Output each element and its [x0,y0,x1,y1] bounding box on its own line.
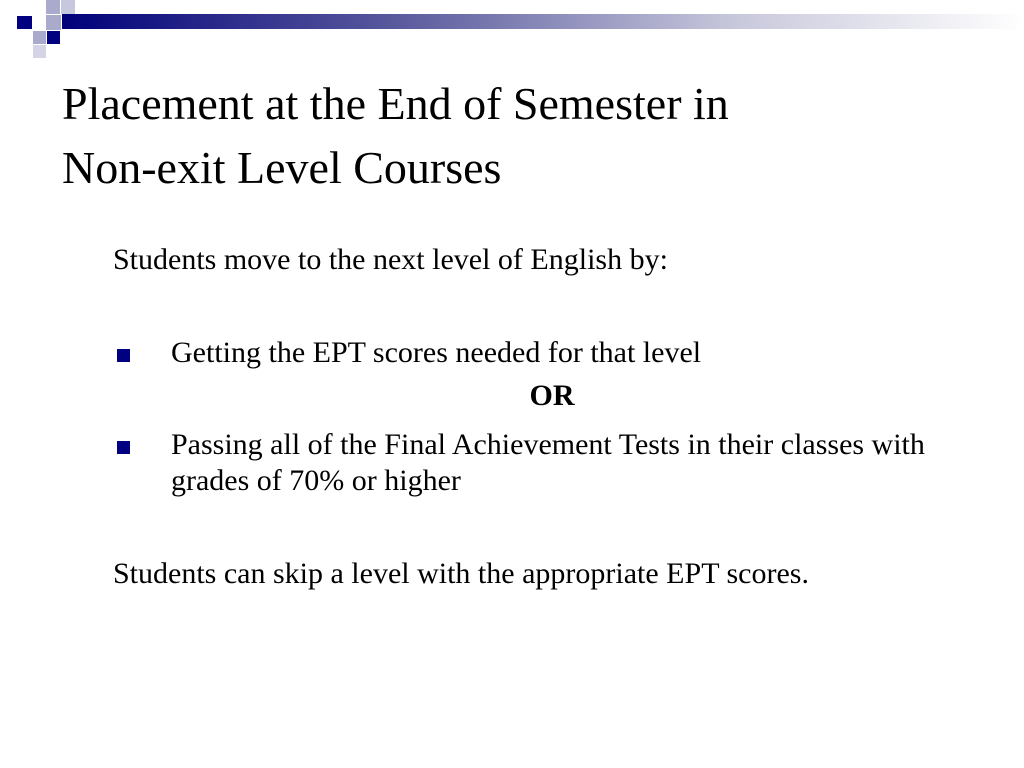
header-decoration [0,0,1024,60]
slide-title-line-1: Placement at the End of Semester in [62,78,729,129]
deco-square-icon [33,45,46,58]
intro-text: Students move to the next level of English by: [113,243,668,276]
bullet-text: Getting the EPT scores needed for that level [171,336,702,369]
deco-square-icon [33,31,46,44]
deco-square-icon [61,0,75,14]
slide-title-line-2: Non-exit Level Courses [62,142,502,193]
deco-square-icon [46,0,60,14]
deco-square-icon [17,16,32,29]
header-gradient-bar [62,14,1024,29]
deco-square-icon [47,31,60,44]
bullet-text: Passing all of the Final Achievement Tests in their classes with grades of 70% or higher [171,428,925,497]
square-bullet-icon [117,441,130,454]
or-separator: OR [529,379,575,412]
closing-text: Students can skip a level with the appropriate EPT scores. [113,557,809,590]
deco-square-icon [46,15,61,30]
slide-title [62,72,962,200]
square-bullet-icon [117,349,130,362]
